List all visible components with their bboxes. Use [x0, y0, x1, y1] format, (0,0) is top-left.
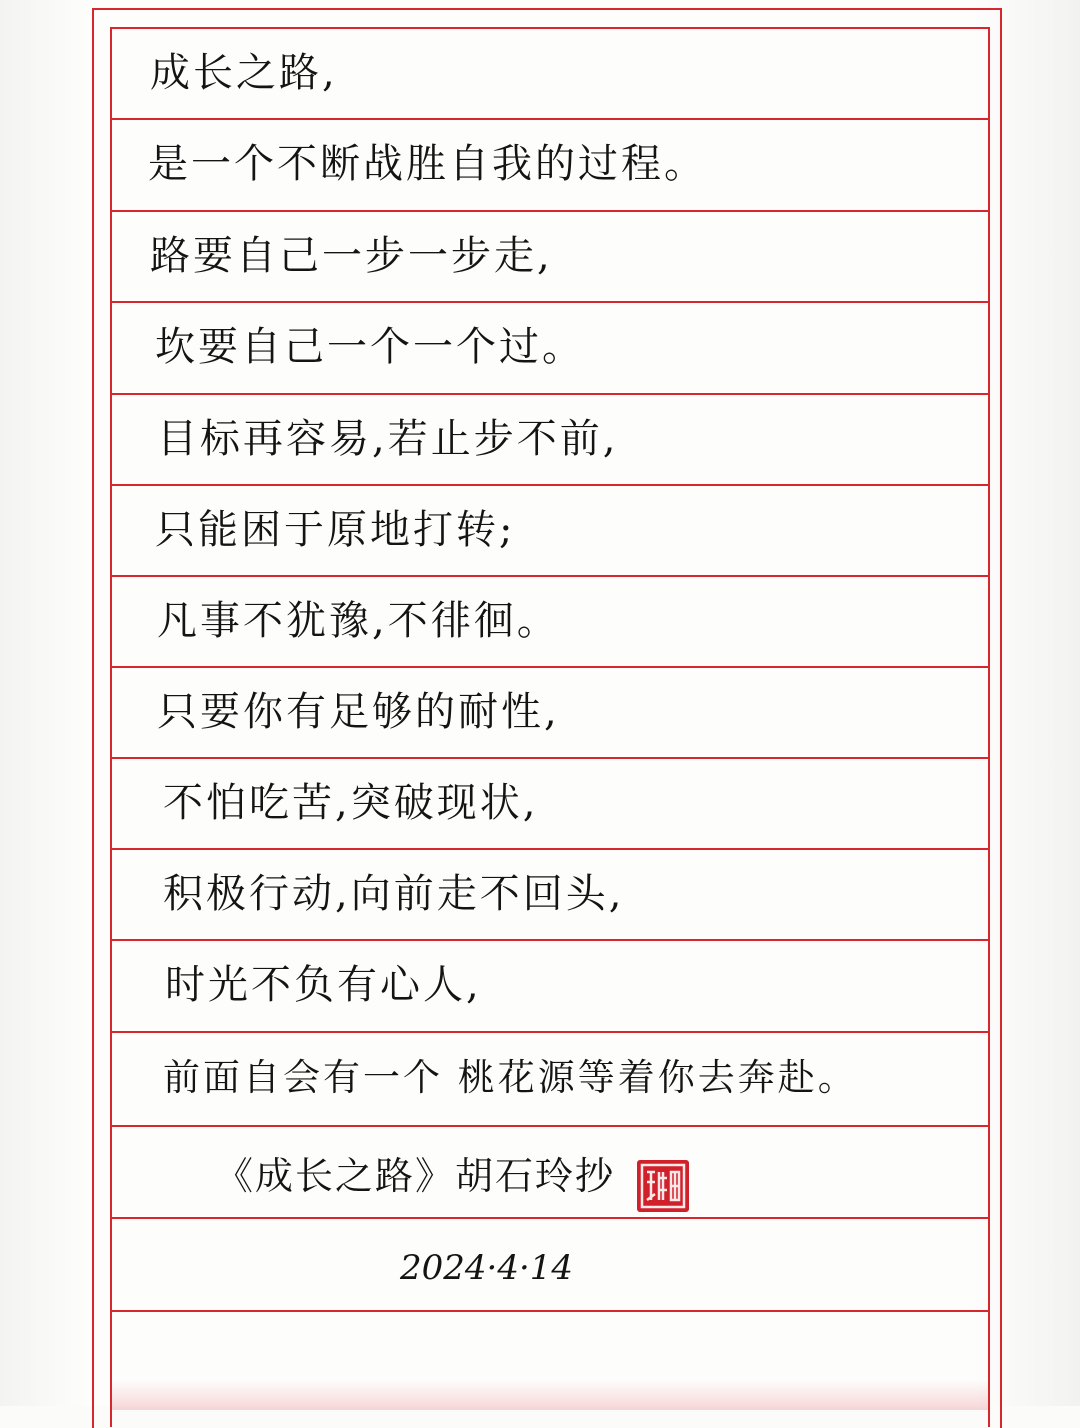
seal-stamp-icon: [637, 1160, 689, 1212]
poem-line: 只要你有足够的耐性,: [157, 689, 560, 735]
poem-line: 积极行动,向前走不回头,: [163, 871, 625, 917]
poem-line: 时光不负有心人,: [165, 962, 482, 1008]
poem-line: 不怕吃苦,突破现状,: [163, 780, 539, 826]
ruled-line: [110, 1310, 990, 1312]
signature-line: 《成长之路》胡石玲抄: [215, 1154, 616, 1198]
poem-line: 是一个不断战胜自我的过程。: [148, 141, 707, 187]
poem-line: 坎要自己一个一个过。: [155, 324, 585, 370]
poem-title-line: 成长之路,: [150, 50, 338, 96]
ruled-line: [110, 1217, 990, 1219]
poem-line: 前面自会有一个 桃花源等着你去奔赴。: [163, 1056, 858, 1099]
poem-line: 只能困于原地打转;: [155, 507, 516, 553]
poem-line: 路要自己一步一步走,: [150, 233, 553, 279]
date-line: 2024·4·14: [400, 1248, 574, 1288]
poem-line: 目标再容易,若止步不前,: [157, 416, 619, 462]
poem-line: 凡事不犹豫,不徘徊。: [157, 598, 560, 644]
ruled-line: [110, 1125, 990, 1127]
